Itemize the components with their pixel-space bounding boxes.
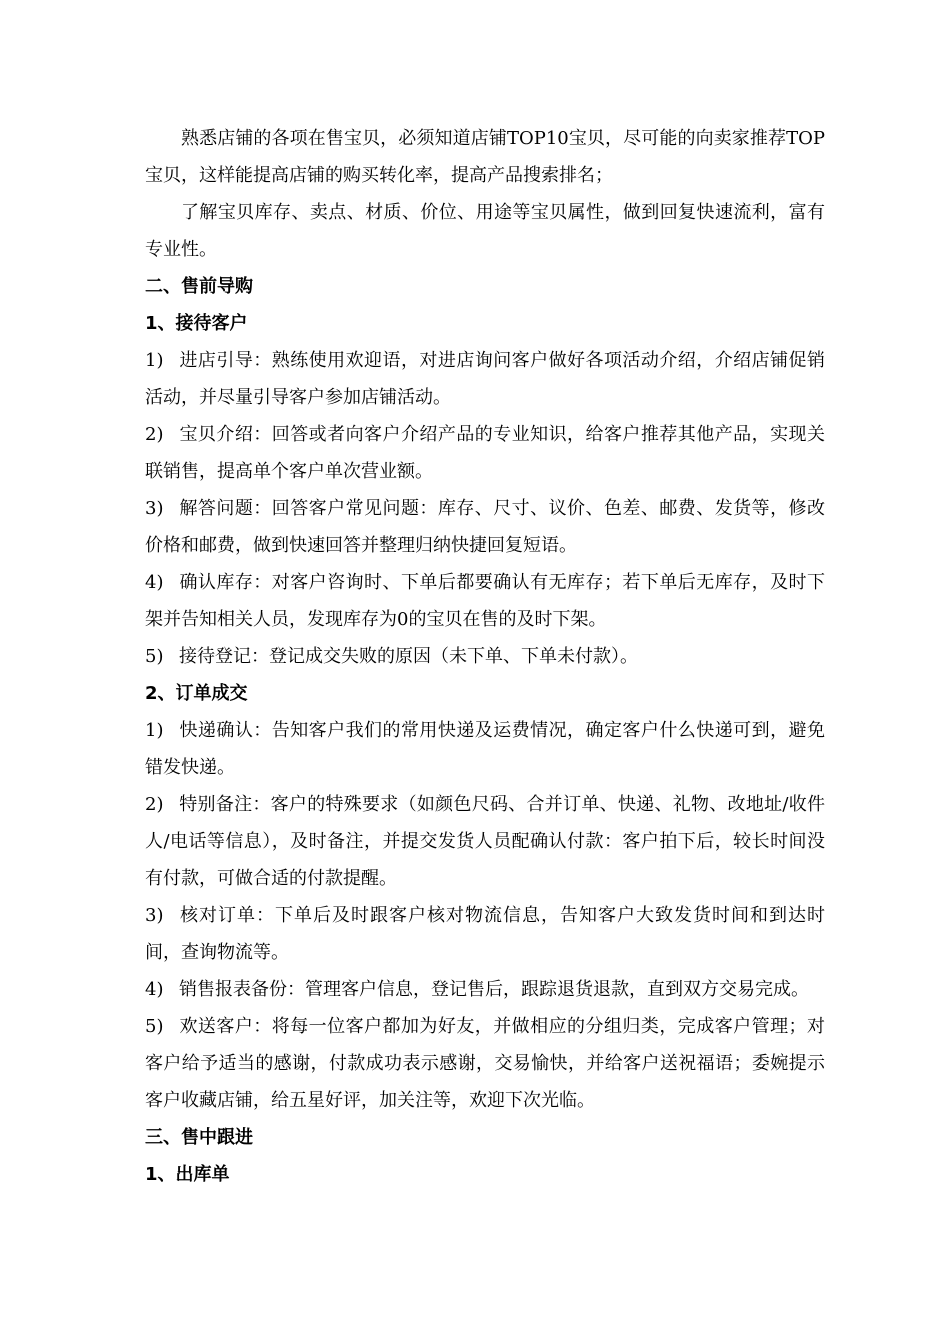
list-item-text: 宝贝介绍：回答或者向客户介绍产品的专业知识，给客户推荐其他产品，实现关联销售，提高单个客户单次营业额。 <box>145 424 825 482</box>
list-item <box>145 712 825 786</box>
list-item-number: 4) <box>145 572 164 593</box>
list-item-number: 2) <box>145 424 164 445</box>
list-item-number: 3) <box>145 498 164 519</box>
list-item-number: 4) <box>145 979 164 1000</box>
list-item-number: 1) <box>145 350 164 371</box>
list-item-text: 解答问题：回答客户常见问题：库存、尺寸、议价、色差、邮费、发货等，修改价格和邮费，做到快速回答并整理归纳快捷回复短语。 <box>145 498 825 556</box>
list-item-text: 特别备注：客户的特殊要求（如颜色尺码、合并订单、快递、礼物、改地址/收件人/电话等信息），及时备注，并提交发货人员配确认付款：客户拍下后，较长时间没有付款，可做合适的付款提醒。 <box>145 794 825 889</box>
intro-paragraph-2: 了解宝贝库存、卖点、材质、价位、用途等宝贝属性，做到回复快速流利，富有专业性。 <box>145 202 825 260</box>
list-item <box>145 490 825 564</box>
list-item-number: 1) <box>145 720 164 741</box>
list-item <box>145 1008 825 1119</box>
list-item-number: 2) <box>145 794 164 815</box>
subheading-reception: 1、接待客户 <box>145 313 248 334</box>
list-item-text: 销售报表备份：管理客户信息，登记售后，跟踪退货退款，直到双方交易完成。 <box>179 979 809 1000</box>
section-heading-presales: 二、售前导购 <box>145 276 253 297</box>
list-item <box>145 342 825 416</box>
list-item-text: 进店引导：熟练使用欢迎语，对进店询问客户做好各项活动介绍，介绍店铺促销活动，并尽量引导客户参加店铺活动。 <box>145 350 825 408</box>
list-item-text: 确认库存：对客户咨询时、下单后都要确认有无库存；若下单后无库存，及时下架并告知相关人员，发现库存为0的宝贝在售的及时下架。 <box>145 572 825 630</box>
list-item <box>145 786 825 897</box>
intro-paragraph-1: 熟悉店铺的各项在售宝贝，必须知道店铺TOP10宝贝，尽可能的向卖家推荐TOP宝贝，这样能提高店铺的购买转化率，提高产品搜索排名； <box>145 128 825 186</box>
list-item-text: 接待登记：登记成交失败的原因（未下单、下单未付款）。 <box>179 646 638 667</box>
list-item-text: 快递确认：告知客户我们的常用快递及运费情况，确定客户什么快递可到，避免错发快递。 <box>145 720 825 778</box>
list-item-number: 3) <box>145 905 164 926</box>
list-item-number: 5) <box>145 1016 164 1037</box>
document-body <box>145 120 825 1193</box>
list-item-text: 核对订单：下单后及时跟客户核对物流信息，告知客户大致发货时间和到达时间，查询物流等。 <box>145 905 825 963</box>
list-item-text: 欢送客户：将每一位客户都加为好友，并做相应的分组归类，完成客户管理；对客户给予适当的感谢，付款成功表示感谢，交易愉快，并给客户送祝福语；委婉提示客户收藏店铺，给五星好评，加关注等，欢迎下次光临。 <box>145 1016 825 1111</box>
list-item <box>145 416 825 490</box>
subheading-order-deal: 2、订单成交 <box>145 683 248 704</box>
subheading-outbound-order: 1、出库单 <box>145 1164 230 1185</box>
list-item <box>145 638 825 675</box>
list-item <box>145 971 825 1008</box>
list-item <box>145 897 825 971</box>
section-heading-in-sale: 三、售中跟进 <box>145 1127 253 1148</box>
list-item-number: 5) <box>145 646 164 667</box>
list-item <box>145 564 825 638</box>
